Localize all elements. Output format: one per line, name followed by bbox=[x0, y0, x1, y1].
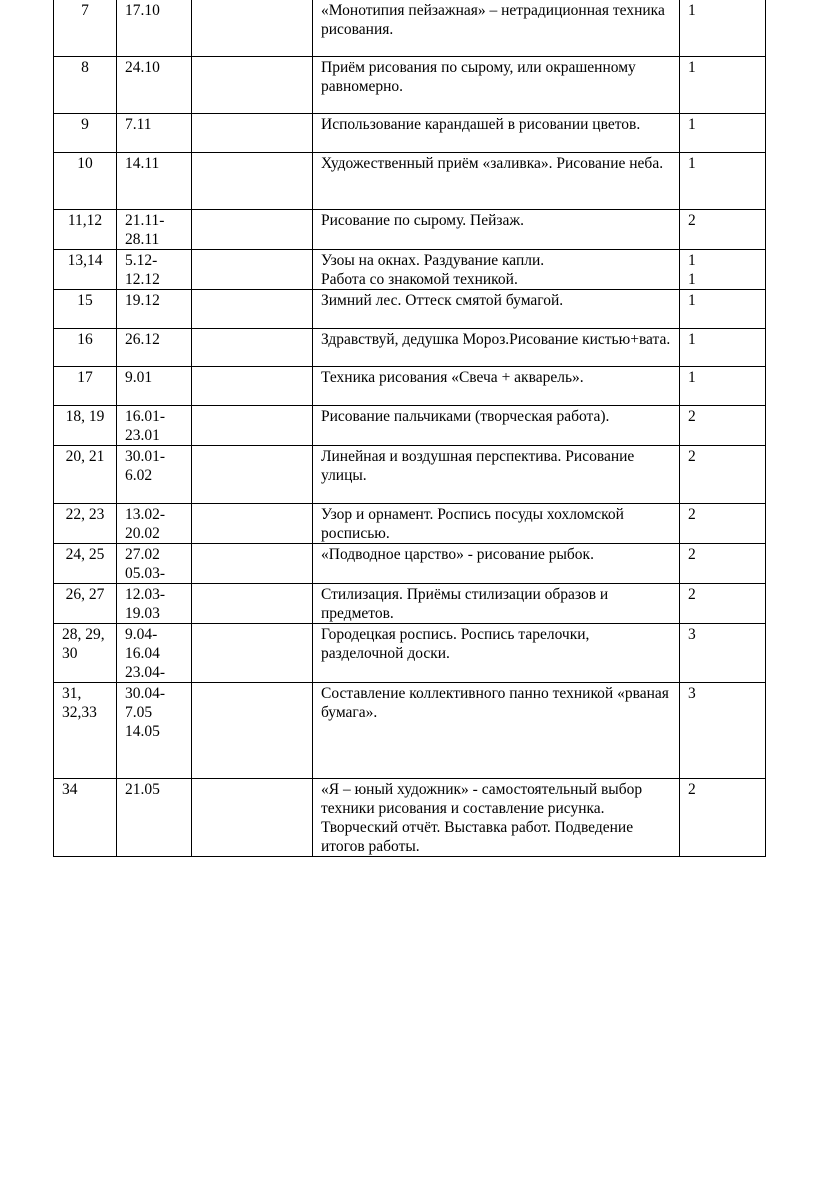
table-row bbox=[54, 250, 766, 290]
table-row bbox=[54, 0, 766, 57]
empty-cell bbox=[192, 114, 313, 153]
empty-cell bbox=[192, 504, 313, 544]
empty-cell bbox=[192, 57, 313, 114]
lesson-number: 9 bbox=[54, 114, 117, 153]
lesson-number: 10 bbox=[54, 153, 117, 210]
table-row bbox=[54, 329, 766, 367]
lesson-number: 8 bbox=[54, 57, 117, 114]
lesson-date: 12.03- 19.03 bbox=[117, 584, 192, 624]
empty-cell bbox=[192, 683, 313, 779]
lesson-date: 16.01- 23.01 bbox=[117, 406, 192, 446]
lesson-hours: 1 1 bbox=[680, 250, 766, 290]
lesson-hours: 2 bbox=[680, 779, 766, 857]
lesson-hours: 1 bbox=[680, 153, 766, 210]
lesson-date: 19.12 bbox=[117, 290, 192, 329]
lesson-hours: 1 bbox=[680, 329, 766, 367]
table-row bbox=[54, 367, 766, 406]
lesson-date: 14.11 bbox=[117, 153, 192, 210]
lesson-hours: 1 bbox=[680, 57, 766, 114]
lesson-topic: Составление коллективного панно техникой «рваная бумага». bbox=[313, 683, 680, 779]
table-row bbox=[54, 584, 766, 624]
lesson-topic: «Подводное царство» - рисование рыбок. bbox=[313, 544, 680, 584]
lesson-hours: 2 bbox=[680, 504, 766, 544]
table-row bbox=[54, 114, 766, 153]
lesson-topic: Рисование пальчиками (творческая работа). bbox=[313, 406, 680, 446]
lesson-topic: «Я – юный художник» - самостоятельный выбор техники рисования и составление рисунка. Творческий отчёт. Выставка работ. Подведение итогов работы. bbox=[313, 779, 680, 857]
empty-cell bbox=[192, 584, 313, 624]
empty-cell bbox=[192, 329, 313, 367]
table-row bbox=[54, 406, 766, 446]
lesson-number: 28, 29, 30 bbox=[54, 624, 117, 683]
empty-cell bbox=[192, 544, 313, 584]
lesson-number: 26, 27 bbox=[54, 584, 117, 624]
lesson-number: 11,12 bbox=[54, 210, 117, 250]
lesson-topic: Узоы на окнах. Раздувание капли. Работа со знакомой техникой. bbox=[313, 250, 680, 290]
lesson-hours: 2 bbox=[680, 210, 766, 250]
lesson-date: 13.02- 20.02 bbox=[117, 504, 192, 544]
lesson-topic: Зимний лес. Оттеск смятой бумагой. bbox=[313, 290, 680, 329]
lesson-date: 30.04- 7.05 14.05 bbox=[117, 683, 192, 779]
lesson-topic: Стилизация. Приёмы стилизации образов и предметов. bbox=[313, 584, 680, 624]
lesson-date: 21.11- 28.11 bbox=[117, 210, 192, 250]
lesson-date: 26.12 bbox=[117, 329, 192, 367]
empty-cell bbox=[192, 250, 313, 290]
lesson-hours: 1 bbox=[680, 367, 766, 406]
lesson-topic: Здравствуй, дедушка Мороз.Рисование кистью+вата. bbox=[313, 329, 680, 367]
lesson-number: 16 bbox=[54, 329, 117, 367]
lesson-hours: 2 bbox=[680, 544, 766, 584]
lesson-date: 17.10 bbox=[117, 0, 192, 57]
lesson-hours: 2 bbox=[680, 584, 766, 624]
lesson-hours: 2 bbox=[680, 406, 766, 446]
lesson-number: 13,14 bbox=[54, 250, 117, 290]
table-row bbox=[54, 57, 766, 114]
lesson-hours: 3 bbox=[680, 683, 766, 779]
lesson-date: 7.11 bbox=[117, 114, 192, 153]
table-row bbox=[54, 290, 766, 329]
lesson-date: 5.12- 12.12 bbox=[117, 250, 192, 290]
empty-cell bbox=[192, 290, 313, 329]
table-row bbox=[54, 779, 766, 857]
table-row bbox=[54, 544, 766, 584]
lesson-number: 24, 25 bbox=[54, 544, 117, 584]
lesson-date: 27.02 05.03- bbox=[117, 544, 192, 584]
lesson-hours: 2 bbox=[680, 446, 766, 504]
empty-cell bbox=[192, 446, 313, 504]
empty-cell bbox=[192, 153, 313, 210]
lesson-date: 9.01 bbox=[117, 367, 192, 406]
lesson-date: 24.10 bbox=[117, 57, 192, 114]
empty-cell bbox=[192, 0, 313, 57]
lesson-date: 9.04- 16.04 23.04- bbox=[117, 624, 192, 683]
lesson-number: 17 bbox=[54, 367, 117, 406]
lesson-topic: «Монотипия пейзажная» – нетрадиционная техника рисования. bbox=[313, 0, 680, 57]
table-row bbox=[54, 446, 766, 504]
lesson-number: 31, 32,33 bbox=[54, 683, 117, 779]
empty-cell bbox=[192, 406, 313, 446]
lesson-topic: Линейная и воздушная перспектива. Рисование улицы. bbox=[313, 446, 680, 504]
lesson-number: 18, 19 bbox=[54, 406, 117, 446]
lesson-date: 21.05 bbox=[117, 779, 192, 857]
lesson-number: 34 bbox=[54, 779, 117, 857]
table-row bbox=[54, 153, 766, 210]
lesson-topic: Техника рисования «Свеча + акварель». bbox=[313, 367, 680, 406]
empty-cell bbox=[192, 210, 313, 250]
lesson-topic: Городецкая роспись. Роспись тарелочки, разделочной доски. bbox=[313, 624, 680, 683]
lesson-topic: Узор и орнамент. Роспись посуды хохломской росписью. bbox=[313, 504, 680, 544]
lesson-topic: Художественный приём «заливка». Рисование неба. bbox=[313, 153, 680, 210]
empty-cell bbox=[192, 779, 313, 857]
lesson-hours: 1 bbox=[680, 0, 766, 57]
table-row bbox=[54, 624, 766, 683]
table-row bbox=[54, 210, 766, 250]
empty-cell bbox=[192, 367, 313, 406]
lesson-plan-table bbox=[53, 0, 766, 857]
lesson-topic: Приём рисования по сырому, или окрашенному равномерно. bbox=[313, 57, 680, 114]
lesson-hours: 3 bbox=[680, 624, 766, 683]
lesson-topic: Использование карандашей в рисовании цветов. bbox=[313, 114, 680, 153]
lesson-number: 15 bbox=[54, 290, 117, 329]
table-row bbox=[54, 504, 766, 544]
lesson-date: 30.01- 6.02 bbox=[117, 446, 192, 504]
table-row bbox=[54, 683, 766, 779]
lesson-topic: Рисование по сырому. Пейзаж. bbox=[313, 210, 680, 250]
lesson-number: 7 bbox=[54, 0, 117, 57]
empty-cell bbox=[192, 624, 313, 683]
lesson-hours: 1 bbox=[680, 290, 766, 329]
lesson-number: 20, 21 bbox=[54, 446, 117, 504]
lesson-number: 22, 23 bbox=[54, 504, 117, 544]
lesson-hours: 1 bbox=[680, 114, 766, 153]
lesson-plan-body bbox=[54, 0, 766, 857]
